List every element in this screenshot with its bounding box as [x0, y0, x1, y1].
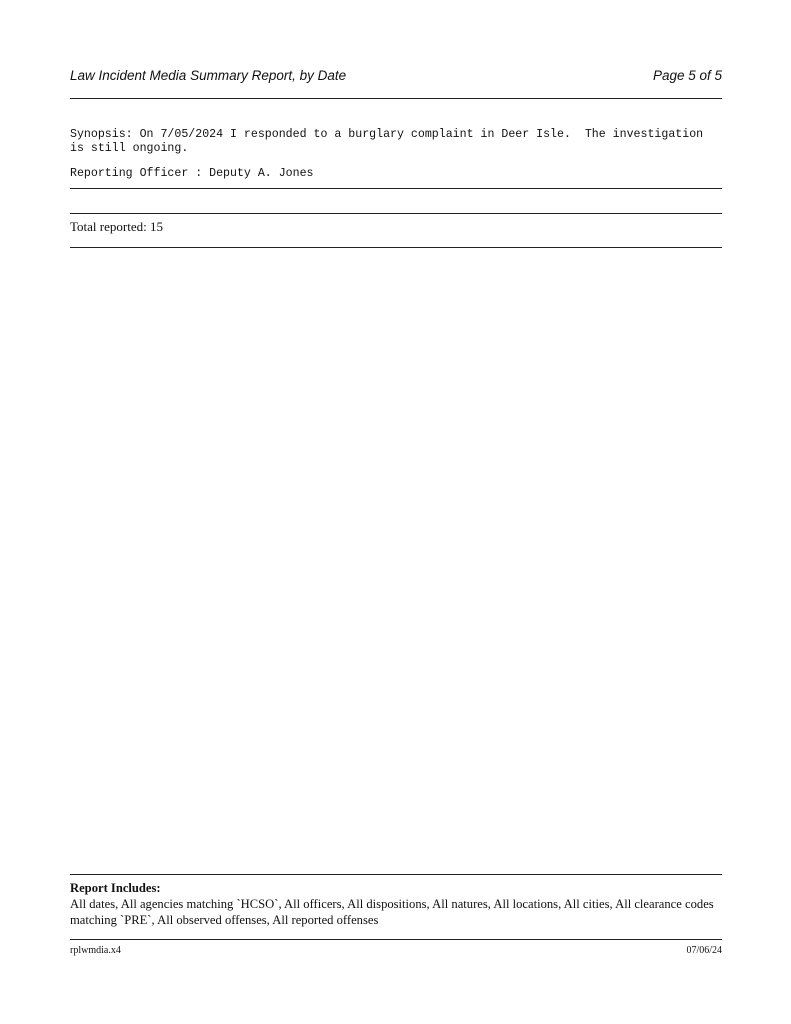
- footer-divider: [70, 939, 722, 940]
- total-reported: Total reported: 15: [70, 219, 163, 234]
- report-includes: [70, 880, 722, 928]
- synopsis-line-2: is still ongoing.: [70, 142, 189, 155]
- header-divider: [70, 98, 722, 99]
- total-top-divider: [70, 213, 722, 214]
- report-header: [70, 68, 722, 86]
- report-file-id: rplwmdia.x4: [70, 945, 121, 956]
- synopsis-block: [70, 128, 730, 156]
- report-date: 07/06/24: [686, 945, 722, 956]
- reporting-officer: Reporting Officer : Deputy A. Jones: [70, 167, 314, 180]
- record-end-divider: [70, 188, 722, 189]
- includes-top-divider: [70, 874, 722, 875]
- report-includes-text: All dates, All agencies matching `HCSO`, All officers, All dispositions, All natures, All locations, All cities, All clearance codes matching `PRE`, All observed offenses, All reported offenses: [70, 897, 714, 927]
- report-includes-title: Report Includes:: [70, 881, 161, 895]
- page-number: Page 5 of 5: [652, 68, 722, 83]
- synopsis-line-1: Synopsis: On 7/05/2024 I responded to a burglary complaint in Deer Isle. The investigation: [70, 128, 704, 141]
- report-title: Law Incident Media Summary Report, by Date: [70, 68, 347, 83]
- total-bottom-divider: [70, 247, 722, 248]
